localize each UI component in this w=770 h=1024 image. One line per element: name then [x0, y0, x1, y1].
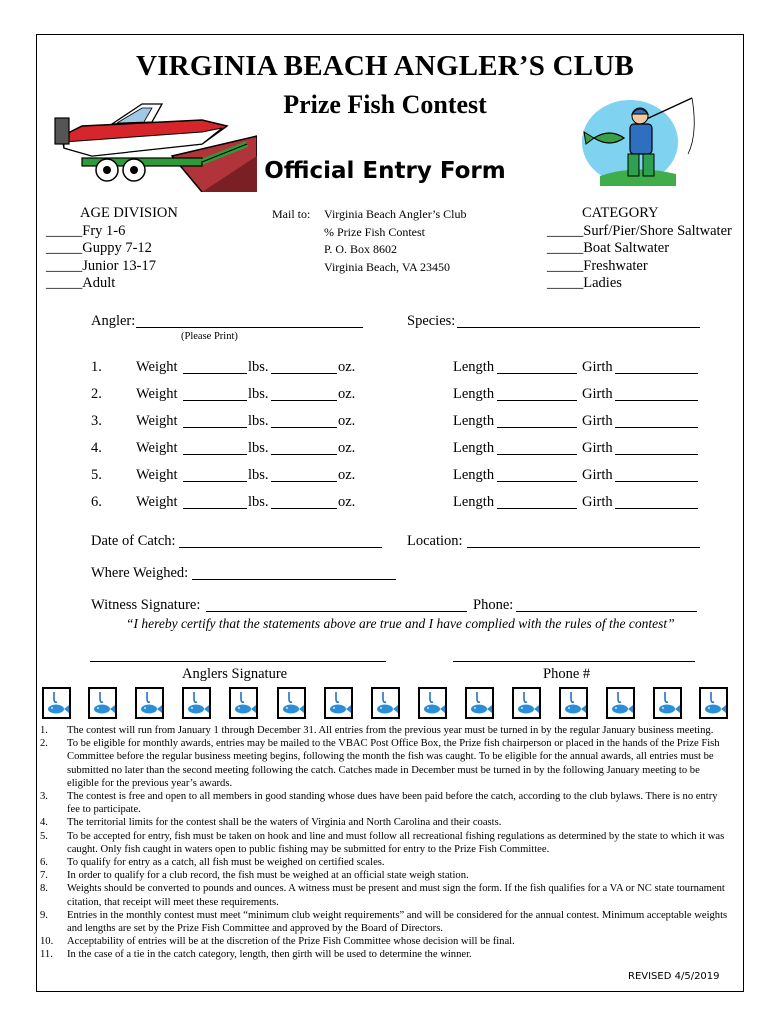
rule-text: In the case of a tie in the catch category, length, then girth will be used to determine the winner. — [67, 949, 472, 961]
species-label: Species: — [407, 313, 456, 329]
fish-stamp — [229, 687, 258, 719]
rule-number: 9. — [40, 909, 48, 921]
girth-field[interactable] — [615, 373, 698, 374]
lbs-label: lbs. — [248, 359, 269, 375]
mail-address-line-3: P. O. Box 8602 — [324, 242, 398, 256]
fish-hook-icon — [420, 689, 446, 718]
girth-field[interactable] — [615, 427, 698, 428]
girth-field[interactable] — [615, 508, 698, 509]
entry-number: 3. — [91, 413, 102, 429]
entry-number: 6. — [91, 494, 102, 510]
rule-text: To qualify for entry as a catch, all fish must be weighed on certified scales. — [67, 857, 385, 869]
weight-oz-field[interactable] — [271, 427, 337, 428]
rule-item — [40, 737, 730, 790]
rule-text: Acceptability of entries will be at the discretion of the Prize Fish Committee whose decision will be final. — [67, 936, 515, 948]
angler-field[interactable] — [136, 327, 363, 328]
contest-rules-list — [40, 724, 730, 962]
contest-title: Prize Fish Contest — [283, 90, 487, 119]
rule-item — [40, 816, 730, 829]
location-field[interactable] — [467, 547, 700, 548]
lbs-label: lbs. — [248, 494, 269, 510]
entry-number: 1. — [91, 359, 102, 375]
length-label: Length — [453, 494, 495, 510]
girth-field[interactable] — [615, 400, 698, 401]
fish-stamp — [371, 687, 400, 719]
length-field[interactable] — [497, 427, 577, 428]
fish-stamp — [606, 687, 635, 719]
length-field[interactable] — [497, 481, 577, 482]
length-field[interactable] — [497, 508, 577, 509]
lbs-label: lbs. — [248, 440, 269, 456]
length-label: Length — [453, 440, 495, 456]
mail-address-line-1: Virginia Beach Angler’s Club — [324, 207, 467, 221]
species-field[interactable] — [457, 327, 700, 328]
age-option-junior[interactable]: _____Junior 13-17 — [46, 258, 156, 274]
fish-hook-icon — [184, 689, 210, 718]
rule-text: The territorial limits for the contest shall be the waters of Virginia and North Carolina and their coasts. — [67, 817, 502, 829]
date-of-catch-label: Date of Catch: — [91, 533, 176, 549]
girth-label: Girth — [582, 359, 613, 375]
oz-label: oz. — [338, 494, 356, 510]
rule-item — [40, 935, 730, 948]
weight-oz-field[interactable] — [271, 481, 337, 482]
weight-label: Weight — [136, 359, 178, 375]
fish-stamp — [182, 687, 211, 719]
length-field[interactable] — [497, 373, 577, 374]
age-option-fry[interactable]: _____Fry 1-6 — [46, 223, 126, 239]
girth-label: Girth — [582, 413, 613, 429]
length-label: Length — [453, 413, 495, 429]
rule-number: 10. — [40, 936, 54, 948]
lbs-label: lbs. — [248, 413, 269, 429]
rule-number: 4. — [40, 817, 48, 829]
girth-label: Girth — [582, 467, 613, 483]
rule-text: Entries in the monthly contest must meet “minimum club weight requirements” and will be considered for the annual contest. Minimum acceptable weights and lengths are set by the Prize Fish Committee and approved by the Board of Directors. — [67, 909, 728, 935]
length-label: Length — [453, 467, 495, 483]
fish-stamp — [277, 687, 306, 719]
mail-address-line-2: % Prize Fish Contest — [324, 225, 425, 239]
age-division-heading: AGE DIVISION — [80, 205, 178, 221]
rule-item — [40, 948, 730, 961]
fish-hook-icon — [701, 689, 727, 718]
revised-date: REVISED 4/5/2019 — [628, 971, 720, 982]
rule-item — [40, 830, 730, 856]
rule-number: 3. — [40, 791, 48, 803]
girth-label: Girth — [582, 386, 613, 402]
rule-item — [40, 869, 730, 882]
rule-item — [40, 856, 730, 869]
girth-label: Girth — [582, 440, 613, 456]
category-option-freshwater[interactable]: _____Freshwater — [547, 258, 648, 274]
weight-label: Weight — [136, 386, 178, 402]
fish-stamp — [559, 687, 588, 719]
weight-label: Weight — [136, 467, 178, 483]
witness-phone-label: Phone: — [473, 597, 514, 613]
rule-text: To be accepted for entry, fish must be taken on hook and line and must follow all recreational fishing regulations as determined by the state to which it was caught. Only fish caught in waters open to public fishing may be submitted for entry to the Prize Fish Committee. — [67, 830, 725, 855]
rule-number: 7. — [40, 870, 48, 882]
rule-item — [40, 724, 730, 737]
lbs-label: lbs. — [248, 386, 269, 402]
mail-address-line-4: Virginia Beach, VA 23450 — [324, 260, 450, 274]
oz-label: oz. — [338, 386, 356, 402]
weight-lbs-field[interactable] — [183, 454, 247, 455]
fish-hook-icon — [137, 689, 163, 718]
form-title: Official Entry Form — [264, 158, 506, 184]
weight-lbs-field[interactable] — [183, 481, 247, 482]
weight-oz-field[interactable] — [271, 508, 337, 509]
fish-stamp — [418, 687, 447, 719]
rule-number: 11. — [40, 949, 53, 961]
entry-number: 5. — [91, 467, 102, 483]
category-heading: CATEGORY — [582, 205, 659, 221]
category-option-boat[interactable]: _____Boat Saltwater — [547, 240, 670, 256]
girth-field[interactable] — [615, 454, 698, 455]
fish-hook-icon — [279, 689, 305, 718]
rule-text: To be eligible for monthly awards, entries may be mailed to the VBAC Post Office Box, the Prize fish chairperson or placed in the hands of the Prize Fish Committee before the regular business meeting begins, following the month the fish was caught. To be eligible for the annual awards, all entries must be submitted no later than the second meeting following the catch. Catches made in December must be turned in by the following January meeting to be eligible for the previous year’s awards. — [67, 738, 720, 789]
fish-stamp — [88, 687, 117, 719]
oz-label: oz. — [338, 413, 356, 429]
age-option-guppy[interactable]: _____Guppy 7-12 — [46, 240, 152, 256]
fish-hook-icon — [608, 689, 634, 718]
fish-hook-icon — [44, 689, 70, 718]
fish-hook-icon — [467, 689, 493, 718]
rule-number: 5. — [40, 830, 48, 842]
anglers-phone-field[interactable] — [453, 661, 695, 662]
please-print-note: (Please Print) — [181, 331, 238, 342]
category-option-surf[interactable]: _____Surf/Pier/Shore Saltwater — [547, 223, 732, 239]
length-label: Length — [453, 359, 495, 375]
rule-item — [40, 909, 730, 935]
rule-item — [40, 882, 730, 908]
where-weighed-field[interactable] — [192, 579, 396, 580]
certification-statement: “I hereby certify that the statements above are true and I have complied with the rules of the contest” — [126, 616, 675, 631]
lbs-label: lbs. — [248, 467, 269, 483]
date-of-catch-field[interactable] — [179, 547, 382, 548]
rule-number: 2. — [40, 738, 48, 750]
fish-hook-icon — [655, 689, 681, 718]
boat-trailer-clipart — [52, 96, 257, 192]
fish-hook-icon — [231, 689, 257, 718]
fish-stamp — [699, 687, 728, 719]
rule-item — [40, 790, 730, 816]
length-field[interactable] — [497, 454, 577, 455]
anglers-signature-label: Anglers Signature — [182, 666, 288, 682]
fish-hook-icon — [90, 689, 116, 718]
length-label: Length — [453, 386, 495, 402]
weight-oz-field[interactable] — [271, 400, 337, 401]
entry-number: 4. — [91, 440, 102, 456]
fisherman-clipart — [580, 94, 704, 190]
fish-hook-icon — [561, 689, 587, 718]
fish-stamp — [512, 687, 541, 719]
entry-number: 2. — [91, 386, 102, 402]
oz-label: oz. — [338, 467, 356, 483]
girth-field[interactable] — [615, 481, 698, 482]
age-option-adult[interactable]: _____Adult — [46, 275, 116, 291]
where-weighed-label: Where Weighed: — [91, 565, 189, 581]
rule-text: The contest will run from January 1 through December 31. All entries from the previous year must be turned in by the regular January business meeting. — [67, 725, 714, 736]
weight-lbs-field[interactable] — [183, 508, 247, 509]
witness-signature-field[interactable] — [206, 611, 467, 612]
rule-number: 6. — [40, 857, 48, 869]
rule-text: The contest is free and open to all members in good standing whose dues have been paid before the catch, according to the club bylaws. There is no entry fee to participate. — [67, 791, 718, 816]
girth-label: Girth — [582, 494, 613, 510]
weight-lbs-field[interactable] — [183, 400, 247, 401]
fish-stamp — [653, 687, 682, 719]
length-field[interactable] — [497, 400, 577, 401]
fish-stamp — [465, 687, 494, 719]
fish-hook-icon — [326, 689, 352, 718]
rule-number: 8. — [40, 883, 48, 895]
oz-label: oz. — [338, 359, 356, 375]
anglers-phone-label: Phone # — [543, 666, 591, 682]
location-label: Location: — [407, 533, 463, 549]
rule-number: 1. — [40, 725, 48, 736]
club-title: VIRGINIA BEACH ANGLER’S CLUB — [136, 50, 634, 82]
weight-oz-field[interactable] — [271, 373, 337, 374]
weight-label: Weight — [136, 440, 178, 456]
fish-hook-icon — [373, 689, 399, 718]
rule-text: In order to qualify for a club record, the fish must be weighed at an official state weigh station. — [67, 870, 469, 882]
rule-text: Weights should be converted to pounds and ounces. A witness must be present and must sign the form. If the fish qualifies for a VA or NC state tournament citation, that receipt will meet these requirements. — [67, 883, 725, 908]
mail-to-label: Mail to: — [272, 207, 311, 221]
fish-hook-icon — [514, 689, 540, 718]
weight-lbs-field[interactable] — [183, 427, 247, 428]
anglers-signature-field[interactable] — [90, 661, 386, 662]
witness-phone-field[interactable] — [516, 611, 697, 612]
angler-label: Angler: — [91, 313, 136, 329]
weight-label: Weight — [136, 413, 178, 429]
oz-label: oz. — [338, 440, 356, 456]
fish-stamp — [42, 687, 71, 719]
weight-label: Weight — [136, 494, 178, 510]
witness-signature-label: Witness Signature: — [91, 597, 201, 613]
weight-oz-field[interactable] — [271, 454, 337, 455]
fish-stamp — [135, 687, 164, 719]
fish-stamp — [324, 687, 353, 719]
category-option-ladies[interactable]: _____Ladies — [547, 275, 622, 291]
weight-lbs-field[interactable] — [183, 373, 247, 374]
